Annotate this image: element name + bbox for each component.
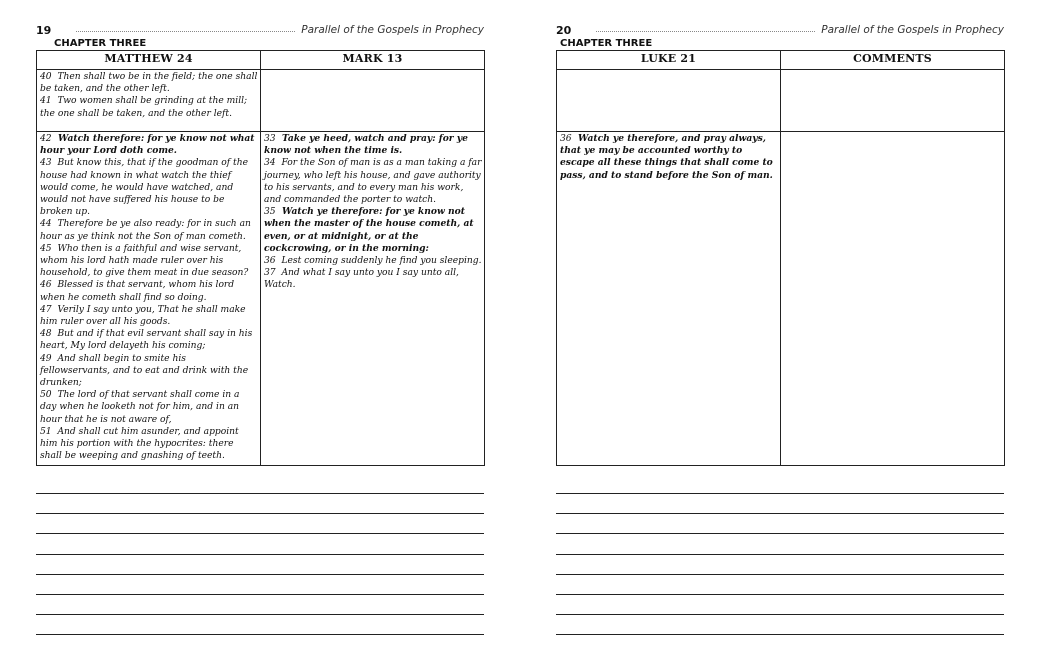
- note-line: [556, 634, 1004, 635]
- verse: [40, 218, 258, 242]
- verse-number: 46: [40, 280, 52, 291]
- note-line: [556, 554, 1004, 555]
- verse-number: 33: [264, 134, 276, 144]
- verse-number: 35: [264, 207, 276, 218]
- note-line: [556, 614, 1004, 615]
- verse: [40, 243, 258, 280]
- note-line: [556, 533, 1004, 534]
- verse-text: The lord of that servant shall come in a day when he looketh not for him, and in an hour that he is not aware of,: [40, 390, 240, 425]
- note-line: [36, 533, 484, 534]
- verse: [40, 279, 258, 303]
- header-leader-dots: [596, 31, 815, 32]
- verse-number: 45: [40, 243, 52, 254]
- verse-number: 43: [40, 158, 52, 169]
- verse-number: 41: [40, 96, 52, 107]
- verse: [40, 353, 258, 390]
- verse-number: 48: [40, 329, 52, 340]
- note-line: [556, 513, 1004, 514]
- running-title: Parallel of the Gospels in Prophecy: [301, 24, 484, 36]
- note-lines: [36, 493, 484, 655]
- verse-number: 37: [264, 268, 276, 279]
- column-header-comments: COMMENTS: [781, 51, 1005, 70]
- verse: [264, 267, 482, 291]
- note-line: [556, 493, 1004, 494]
- verse-number: 36: [264, 256, 276, 267]
- verse-text: For the Son of man is as a man taking a far journey, who left his house, and gave authority to his servants, and to every man his work, and commanded the porter to watch.: [264, 158, 482, 206]
- verse: [40, 95, 258, 119]
- verse-text: Two women shall be grinding at the mill; the one shall be taken, and the other left.: [40, 96, 248, 119]
- right-page: [556, 0, 1004, 672]
- verse-text: And shall begin to smite his fellowservants, and to eat and drink with the drunken;: [40, 353, 249, 389]
- note-line: [556, 574, 1004, 575]
- column-header-luke: LUKE 21: [557, 51, 781, 70]
- verse: [40, 71, 258, 95]
- verse-text: But and if that evil servant shall say in his heart, My lord delayeth his coming;: [40, 329, 253, 352]
- column-header-mark: MARK 13: [261, 51, 485, 70]
- mark-cell-row1: [261, 70, 485, 132]
- verse-number: 44: [40, 219, 52, 230]
- verse-text: Watch ye therefore, and pray always, that ye may be accounted worthy to escape all these things that shall come to pass, and to stand before the Son of man.: [560, 133, 773, 181]
- verse-text: Watch therefore: for ye know not what hour your Lord doth come.: [40, 133, 255, 157]
- note-line: [36, 554, 484, 555]
- note-line: [36, 614, 484, 615]
- comments-cell-row1: [781, 70, 1005, 132]
- chapter-heading: CHAPTER THREE: [560, 38, 653, 49]
- verse-text: Take ye heed, watch and pray: for ye know not when the time is.: [264, 133, 468, 157]
- verse-text: And shall cut him asunder, and appoint him his portion with the hypocrites: there shall be weeping and gnashing of teeth.: [40, 426, 239, 462]
- verse-number: 47: [40, 304, 52, 315]
- verse-text: Then shall two be in the field; the one shall be taken, and the other left.: [40, 72, 258, 95]
- verse-text: Who then is a faithful and wise servant, whom his lord hath made ruler over his household, to give them meat in due season?: [40, 243, 249, 279]
- gospel-table: [36, 50, 485, 466]
- page-number: 20: [556, 23, 572, 37]
- verse-text: But know this, that if the goodman of the house had known in what watch the thief would come, he would have watched, and would not have suffered his house to be broken up.: [40, 158, 248, 218]
- left-page: [36, 0, 484, 672]
- chapter-heading: CHAPTER THREE: [54, 38, 147, 49]
- verse: [40, 304, 258, 328]
- verse: [40, 157, 258, 218]
- verse: [264, 255, 482, 267]
- verse-text: And what I say unto you I say unto all, Watch.: [264, 268, 459, 291]
- verse: [560, 133, 778, 182]
- note-line: [36, 594, 484, 595]
- verse-number: 49: [40, 353, 52, 364]
- verse-number: 50: [40, 390, 52, 401]
- verse: [264, 157, 482, 206]
- column-header-matthew: MATTHEW 24: [37, 51, 261, 70]
- header-leader-dots: [76, 31, 295, 32]
- note-line: [36, 574, 484, 575]
- page-header: [556, 22, 1004, 38]
- verse-number: 34: [264, 158, 276, 169]
- verse: [264, 133, 482, 157]
- luke-cell-row2: [557, 132, 781, 466]
- verse: [40, 389, 258, 426]
- note-lines: [556, 493, 1004, 655]
- verse: [40, 426, 258, 463]
- page-number: 19: [36, 23, 52, 37]
- verse: [264, 206, 482, 255]
- note-line: [556, 594, 1004, 595]
- matthew-cell-row1: [37, 70, 261, 132]
- verse: [40, 133, 258, 157]
- verse-number: 40: [40, 72, 52, 82]
- matthew-cell-row2: [37, 132, 261, 466]
- verse-text: Watch ye therefore: for ye know not when the master of the house cometh, at even, or at midnight, or at the cockcrowing, or in the morning:: [264, 206, 474, 254]
- running-title: Parallel of the Gospels in Prophecy: [821, 24, 1004, 36]
- luke-cell-row1: [557, 70, 781, 132]
- verse-text: Lest coming suddenly he find you sleeping.: [281, 256, 482, 267]
- note-line: [36, 513, 484, 514]
- verse-number: 36: [560, 134, 572, 144]
- note-line: [36, 634, 484, 635]
- page-header: [36, 22, 484, 38]
- verse-text: Therefore be ye also ready: for in such an hour as ye think not the Son of man cometh.: [40, 219, 251, 242]
- verse-text: Blessed is that servant, whom his lord when he cometh shall find so doing.: [40, 280, 235, 303]
- comments-cell-row2: [781, 132, 1005, 466]
- verse-number: 51: [40, 426, 52, 437]
- verse: [40, 328, 258, 352]
- gospel-table: [556, 50, 1005, 466]
- mark-cell-row2: [261, 132, 485, 466]
- verse-number: 42: [40, 134, 52, 144]
- verse-text: Verily I say unto you, That he shall make him ruler over all his goods.: [40, 304, 246, 328]
- note-line: [36, 493, 484, 494]
